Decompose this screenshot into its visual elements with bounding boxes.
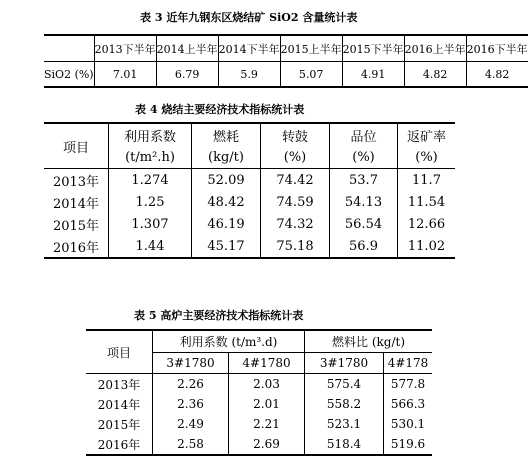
table3-data-row: [44, 62, 528, 88]
table4-row: [44, 235, 455, 258]
table5-value-cell: 519.6: [384, 434, 433, 455]
table4-header-row: [44, 123, 455, 146]
table4-value-cell: 12.66: [398, 213, 456, 235]
table5-value-cell: 2.36: [153, 394, 229, 414]
table4-header-name: 燃耗: [192, 123, 261, 146]
table5-group-header: 利用系数 (t/m³.d): [153, 330, 305, 352]
table5-year-cell: 2014年: [97, 397, 141, 412]
table3-value-cell: 4.82: [404, 62, 466, 88]
table5-subheader-cell: 4#1780: [229, 352, 305, 374]
table5-value-cell: 577.8: [384, 374, 433, 395]
table3-header-cell: 2015上半年: [280, 35, 342, 62]
table5-subheader-cell: 3#1780: [153, 352, 229, 374]
table4-year-cell: 2014年: [52, 196, 100, 212]
table4-value-cell: 48.42: [192, 191, 261, 213]
table3-value-cell: 6.79: [156, 62, 218, 88]
table4-header-unit: (t/m².h): [109, 146, 192, 169]
table4-value-cell: 11.7: [398, 169, 456, 192]
table5-row: [86, 414, 432, 434]
table5-value-cell: 2.58: [153, 434, 229, 455]
table4-value-cell: 1.44: [109, 235, 192, 258]
table3-value-cell: 4.91: [342, 62, 404, 88]
table5-item-header: 项目: [86, 330, 153, 374]
table5-subheader-cell: 4#178: [384, 352, 433, 374]
table3: [44, 34, 528, 88]
table3-value-cell: 5.9: [218, 62, 280, 88]
table4-year-cell: 2016年: [44, 235, 109, 258]
table5-caption: 表 5 高炉主要经济技术指标统计表: [134, 309, 304, 322]
table4-header-unit: (kg/t): [192, 146, 261, 169]
table5-value-cell: 518.4: [305, 434, 384, 455]
table5-value-cell: 530.1: [384, 414, 433, 434]
table5-group-header: 燃料比 (kg/t): [305, 330, 433, 352]
table4-value-cell: 1.25: [109, 191, 192, 213]
table4-value-cell: 75.18: [261, 235, 330, 258]
table4-item-header: 项目: [44, 123, 109, 169]
table4-header-name: 返矿率: [398, 123, 456, 146]
table4: [44, 122, 455, 259]
table4-year-cell: 2013年: [44, 169, 109, 192]
table5-row: [86, 394, 432, 414]
table5-value-cell: 2.69: [229, 434, 305, 455]
table4-value-cell: 11.02: [398, 235, 456, 258]
table3-header-cell: 2014上半年: [156, 35, 218, 62]
table5-group-row: [86, 330, 432, 352]
table4-row: [44, 213, 455, 235]
table3-header-cell: 2016下半年: [466, 35, 528, 62]
table5-value-cell: 575.4: [305, 374, 384, 395]
table4-value-cell: 54.13: [330, 191, 398, 213]
table4-value-cell: 1.307: [109, 213, 192, 235]
table4-value-cell: 53.7: [330, 169, 398, 192]
table5-value-cell: 2.03: [229, 374, 305, 395]
table3-header-cell: 2016上半年: [404, 35, 466, 62]
table4-header-name: 品位: [330, 123, 398, 146]
table3-row-label: SiO2 (%): [44, 62, 94, 88]
table5-row: [86, 434, 432, 455]
table4-header-unit: (%): [330, 146, 398, 169]
table5-value-cell: 2.49: [153, 414, 229, 434]
table4-value-cell: 46.19: [192, 213, 261, 235]
table4-caption: 表 4 烧结主要经济技术指标统计表: [135, 103, 305, 116]
table4-value-cell: 74.42: [261, 169, 330, 192]
table5-year-cell: 2015年: [97, 417, 141, 432]
table4-row: [44, 169, 455, 192]
table5-value-cell: 2.26: [153, 374, 229, 395]
table3-header-cell: 2014下半年: [218, 35, 280, 62]
table5-value-cell: 558.2: [305, 394, 384, 414]
table4-value-cell: 45.17: [192, 235, 261, 258]
table4-value-cell: 11.54: [398, 191, 456, 213]
table3-header-cell: 2013下半年: [94, 35, 156, 62]
table3-value-cell: 5.07: [280, 62, 342, 88]
table4-value-cell: 56.9: [330, 235, 398, 258]
table4-value-cell: 74.32: [261, 213, 330, 235]
table4-value-cell: 56.54: [330, 213, 398, 235]
table3-corner-cell: [44, 35, 94, 62]
table4-header-unit: (%): [398, 146, 456, 169]
table3-value-cell: 7.01: [94, 62, 156, 88]
table5-value-cell: 2.01: [229, 394, 305, 414]
table4-value-cell: 1.274: [109, 169, 192, 192]
table5: [86, 329, 432, 456]
table4-year-cell: 2015年: [52, 218, 100, 234]
table3-caption: 表 3 近年九钢东区烧结矿 SiO2 含量统计表: [140, 11, 358, 24]
table3-header-row: [44, 35, 528, 62]
table5-value-cell: 566.3: [384, 394, 433, 414]
table5-value-cell: 523.1: [305, 414, 384, 434]
table4-row: [44, 191, 455, 213]
table4-header-unit: (%): [261, 146, 330, 169]
table5-subheader-cell: 3#1780: [305, 352, 384, 374]
table4-value-cell: 52.09: [192, 169, 261, 192]
table5-year-cell: 2013年: [86, 374, 153, 395]
table5-year-cell: 2016年: [86, 434, 153, 455]
table3-header-cell: 2015下半年: [342, 35, 404, 62]
table3-value-cell: 4.82: [466, 62, 528, 88]
table4-value-cell: 74.59: [261, 191, 330, 213]
table4-header-name: 利用系数: [109, 123, 192, 146]
table5-row: [86, 374, 432, 395]
table4-header-name: 转鼓: [261, 123, 330, 146]
table5-value-cell: 2.21: [229, 414, 305, 434]
